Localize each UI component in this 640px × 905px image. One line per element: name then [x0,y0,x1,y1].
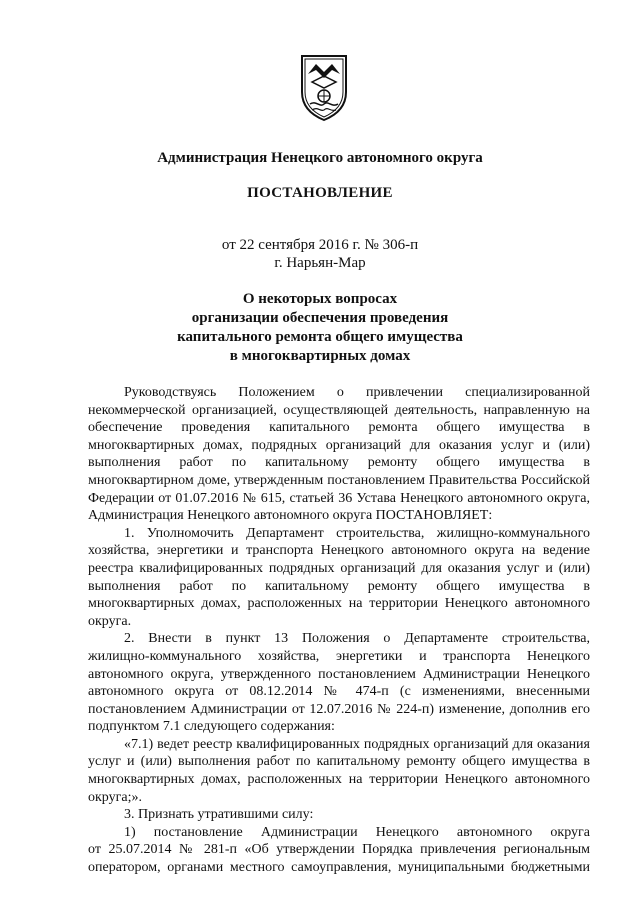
document-city: г. Нарьян-Мар [274,255,366,271]
body-text-line: 1. Уполномочить Департамент строительства, жилищно-коммунального [124,525,590,541]
document-body [88,384,590,877]
body-text-line: округа. [88,613,132,629]
coat-of-arms-icon [298,52,350,122]
title-line: капитального ремонта общего имущества [177,329,463,345]
body-text-line: 1) постановление Администрации Ненецкого автономного округа [124,824,590,840]
body-text-line: обеспечение проведения капитального ремонта общего имущества в [88,420,590,436]
title-line: организации обеспечения проведения [191,310,449,326]
body-text-line: автономного округа от 08.12.2014 № 474-п (с изменениями, внесенными [88,684,590,700]
body-text-line: автономного округа, утвержденного постановлением Администрации Ненецкого [88,666,590,682]
body-text-line: от 25.07.2014 № 281-п «Об утверждении Порядка привлечения региональным [88,842,590,858]
document-type: ПОСТАНОВЛЕНИЕ [247,185,393,201]
body-text-line: Администрация Ненецкого автономного округа ПОСТАНОВЛЯЕТ: [88,508,493,524]
body-text-line: жилищно-коммунального хозяйства, энергетики и транспорта Ненецкого [88,648,590,664]
body-text-line: многоквартирных домах, расположенных на территории Ненецкого автономного [88,596,590,612]
body-text-line: выполнения работ по капитальному ремонту общего имущества в [88,578,590,594]
body-text-line: услуг и (или) выполнения работ по капитальному ремонту общего имущества в [88,754,590,770]
body-text-line: «7.1) ведет реестр квалифицированных подрядных организаций для оказания [124,736,590,752]
body-text-line: хозяйства, энергетики и транспорта Ненецкого автономного округа на ведение [88,543,590,559]
body-text-line: подпунктом 7.1 следующего содержания: [88,719,335,735]
body-text-line: постановлением Администрации от 12.07.2016 № 224-п) изменение, дополнив его [88,701,590,717]
title-line: в многоквартирных домах [229,348,411,364]
body-text-line: многоквартирном доме, утвержденным постановлением Правительства Российской [88,472,590,488]
document-date-number: от 22 сентября 2016 г. № 306-п [221,237,419,253]
body-text-line: округа;». [88,789,142,805]
body-text-line: оператором, органами местного самоуправления, муниципальными бюджетными [88,860,590,876]
body-text-line: 3. Признать утратившими силу: [124,807,314,823]
body-text-line: выполнения работ по капитальному ремонту общего имущества в [88,455,590,471]
body-text-line: многоквартирных домах, подрядных организаций для оказания услуг и (или) [88,437,590,453]
body-text-line: Федерации от 01.07.2016 № 615, статьей 36 Устава Ненецкого автономного округа, [88,490,590,506]
body-text-line: Руководствуясь Положением о привлечении специализированной [124,385,590,400]
body-text-line: реестра квалифицированных подрядных организаций для оказания услуг и (или) [88,560,590,576]
body-text-line: некоммерческой организацией, осуществляющей деятельность, направленную на [88,402,590,418]
document-title [0,290,640,366]
body-text-line: 2. Внести в пункт 13 Положения о Департаменте строительства, [124,631,590,647]
title-line: О некоторых вопросах [242,291,398,307]
body-text-line: многоквартирных домах, расположенных на территории Ненецкого автономного [88,772,590,788]
organization-name: Администрация Ненецкого автономного округа [157,150,483,166]
